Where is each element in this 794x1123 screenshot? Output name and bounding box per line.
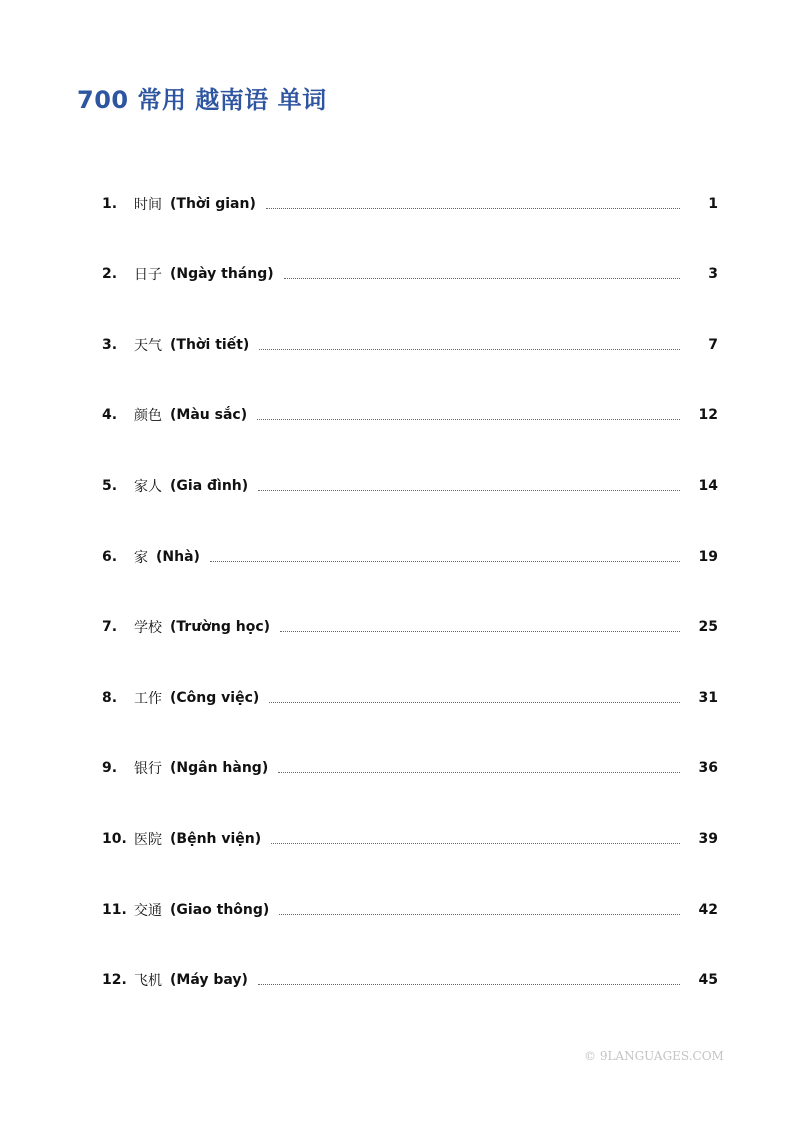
toc-entry-page-number: 31 xyxy=(698,690,718,706)
toc-entry-number: 8. xyxy=(102,690,118,706)
toc-entry[interactable] xyxy=(102,472,718,500)
toc-entry-vietnamese: (Ngày tháng) xyxy=(170,266,274,282)
toc-entry-vietnamese: (Ngân hàng) xyxy=(170,760,269,776)
toc-entry[interactable] xyxy=(102,684,718,712)
toc-entry-chinese: 工作 xyxy=(134,691,162,707)
toc-entry-page-number: 19 xyxy=(698,549,718,565)
toc-entry-page-number: 25 xyxy=(698,619,718,635)
toc-entry[interactable] xyxy=(102,331,718,359)
toc-dot-leader xyxy=(279,914,680,915)
toc-entry-chinese: 时间 xyxy=(134,197,162,213)
toc-dot-leader xyxy=(259,349,680,350)
toc-entry-vietnamese: (Bệnh viện) xyxy=(170,831,262,847)
toc-entry-page-number: 36 xyxy=(698,760,718,776)
toc-dot-leader xyxy=(266,208,680,209)
toc-dot-leader xyxy=(258,984,680,985)
toc-entry[interactable] xyxy=(102,966,718,994)
toc-entry-number: 11. xyxy=(102,902,127,918)
toc-dot-leader xyxy=(269,702,680,703)
toc-entry-vietnamese: (Thời tiết) xyxy=(170,337,250,353)
toc-entry[interactable] xyxy=(102,260,718,288)
toc-entry-vietnamese: (Màu sắc) xyxy=(170,407,248,423)
toc-entry-page-number: 3 xyxy=(708,266,718,282)
toc-dot-leader xyxy=(284,278,680,279)
toc-entry[interactable] xyxy=(102,543,718,571)
toc-entry-vietnamese: (Thời gian) xyxy=(170,196,256,212)
toc-entry-chinese: 飞机 xyxy=(134,973,162,989)
toc-entry-number: 3. xyxy=(102,337,118,353)
toc-entry-number: 12. xyxy=(102,972,127,988)
toc-entry[interactable] xyxy=(102,754,718,782)
toc-entry[interactable] xyxy=(102,613,718,641)
toc-entry-page-number: 39 xyxy=(698,831,718,847)
toc-entry[interactable] xyxy=(102,825,718,853)
toc-dot-leader xyxy=(271,843,680,844)
toc-entry-page-number: 42 xyxy=(698,902,718,918)
toc-entry-chinese: 家 xyxy=(134,550,148,566)
toc-entry-chinese: 学校 xyxy=(134,620,162,636)
toc-entry-page-number: 1 xyxy=(708,196,718,212)
toc-entry-vietnamese: (Giao thông) xyxy=(170,902,270,918)
toc-entry-chinese: 天气 xyxy=(134,338,162,354)
toc-entry-page-number: 12 xyxy=(698,407,718,423)
toc-entry[interactable] xyxy=(102,401,718,429)
toc-dot-leader xyxy=(258,490,680,491)
toc-entry-number: 2. xyxy=(102,266,118,282)
toc-entry-page-number: 45 xyxy=(698,972,718,988)
toc-entry-number: 9. xyxy=(102,760,118,776)
toc-entry[interactable] xyxy=(102,190,718,218)
toc-entry-vietnamese: (Gia đình) xyxy=(170,478,249,494)
toc-dot-leader xyxy=(210,561,680,562)
toc-entry-number: 1. xyxy=(102,196,118,212)
toc-entry-number: 5. xyxy=(102,478,118,494)
toc-entry-number: 7. xyxy=(102,619,118,635)
toc-entry-vietnamese: (Máy bay) xyxy=(170,972,248,988)
toc-dot-leader xyxy=(257,419,680,420)
toc-entry-number: 10. xyxy=(102,831,127,847)
toc-dot-leader xyxy=(280,631,680,632)
toc-entry-chinese: 颜色 xyxy=(134,408,162,424)
toc-entry-number: 4. xyxy=(102,407,118,423)
toc-entry-chinese: 医院 xyxy=(134,832,162,848)
toc-entry-chinese: 日子 xyxy=(134,267,162,283)
watermark: © 9LANGUAGES.COM xyxy=(584,1049,724,1063)
toc-entry-vietnamese: (Nhà) xyxy=(156,549,200,565)
toc-entry-page-number: 7 xyxy=(708,337,718,353)
toc-entry-vietnamese: (Công việc) xyxy=(170,690,260,706)
toc-dot-leader xyxy=(278,772,680,773)
toc-entry-number: 6. xyxy=(102,549,118,565)
toc-entry-page-number: 14 xyxy=(698,478,718,494)
toc-entry[interactable] xyxy=(102,896,718,924)
toc-entry-chinese: 家人 xyxy=(134,479,162,495)
toc-entry-vietnamese: (Trường học) xyxy=(170,619,271,635)
toc-entry-chinese: 交通 xyxy=(134,903,162,919)
page-title: 700 常用 越南语 单词 xyxy=(77,86,327,114)
toc-entry-chinese: 银行 xyxy=(134,761,162,777)
